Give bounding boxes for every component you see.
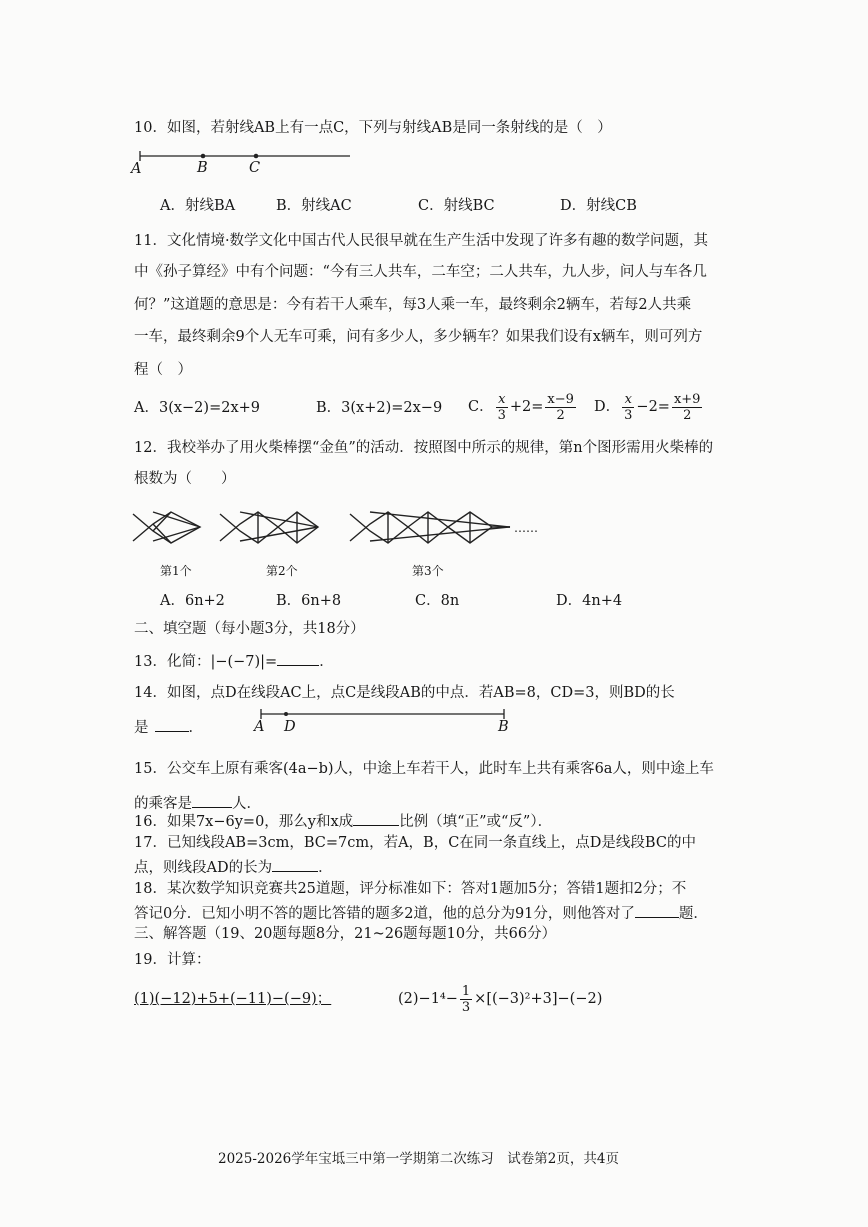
q11-line-1: 11．文化情境·数学文化中国古代人民很早就在生产生活中发现了许多有趣的数学问题，其 <box>134 233 709 249</box>
q14-label-a: A <box>254 719 265 735</box>
q11-option-b: B．3(x+2)=2x−9 <box>316 400 443 416</box>
q12-fig-label-2: 第2个 <box>266 564 298 578</box>
q10-option-b: B．射线AC <box>276 198 352 214</box>
q13-blank[interactable] <box>277 651 319 666</box>
q14-blank[interactable] <box>155 717 189 732</box>
q18-line-1: 18．某次数学知识竞赛共25道题，评分标准如下：答对1题加5分；答错1题扣2分；不 <box>134 881 687 897</box>
section-2-heading: 二、填空题（每小题3分，共18分） <box>134 621 365 637</box>
q11-line-5: 程（ ） <box>134 362 192 378</box>
q14-label-d: D <box>284 719 296 735</box>
q19-title: 19．计算： <box>134 952 211 968</box>
q15-line-2: 的乘客是 人． <box>134 793 261 813</box>
q12-ellipsis: …… <box>514 521 538 535</box>
q11-line-3: 何？”这道题的意思是：今有若干人乘车，每3人乘一车，最终剩余2辆车，若每2人共乘 <box>134 297 692 313</box>
q13: 13．化简：|−(−7)|= ． <box>134 651 334 671</box>
q10-option-c: C．射线BC <box>418 198 495 214</box>
q15-blank[interactable] <box>192 793 232 808</box>
q11-option-a: A．3(x−2)=2x+9 <box>134 400 260 416</box>
q10-label-c: C <box>249 160 261 176</box>
q10-stem: 10．如图，若射线AB上有一点C，下列与射线AB是同一条射线的是（ ） <box>134 120 612 136</box>
q17-line-2: 点，则线段AD的长为 ． <box>134 857 333 877</box>
q18-blank[interactable] <box>635 903 679 918</box>
q19-part-1: (1)(−12)+5+(−11)−(−9)； <box>134 991 332 1007</box>
q19-part-2: (2)−1⁴− $\frac{1}{3}$ ×[(−3)²+3]−(−2) <box>398 983 603 1015</box>
q14-line-1: 14．如图，点D在线段AC上，点C是线段AB的中点．若AB=8，CD=3，则BD的长 <box>134 685 675 701</box>
q12-option-c: C．8n <box>415 593 460 609</box>
q12-line-2: 根数为（ ） <box>134 471 236 487</box>
q12-option-a: A．6n+2 <box>160 593 225 609</box>
q11-line-2: 中《孙子算经》中有个问题：“今有三人共车，二车空；二人共车，九人步，问人与车各几 <box>134 264 707 280</box>
q16: 16．如果7x−6y=0，那么y和x成 比例（填“正”或“反”）． <box>134 811 552 831</box>
q12-option-b: B．6n+8 <box>276 593 342 609</box>
q18-line-2: 答记0分．已知小明不答的题比答错的题多2道，他的总分为91分，则他答对了 题． <box>134 903 708 923</box>
q11-option-c: C． $\frac{x}{3}$ +2= $\frac{x-9}{2}$ <box>468 391 574 423</box>
q15-line-1: 15．公交车上原有乘客(4a−b)人，中途上车若干人，此时车上共有乘客6a人，则中途上车 <box>134 761 714 777</box>
q17-blank[interactable] <box>272 857 318 872</box>
q11-option-d: D． $\frac{x}{3}$ −2= $\frac{x+9}{2}$ <box>594 391 701 423</box>
q12-line-1: 12．我校举办了用火柴棒摆“金鱼”的活动．按照图中所示的规律，第n个图形需用火柴棒的 <box>134 440 714 456</box>
q14-label-b: B <box>498 719 509 735</box>
q12-fig-label-1: 第1个 <box>160 564 192 578</box>
q16-blank[interactable] <box>353 811 399 826</box>
q10-label-b: B <box>197 160 208 176</box>
q10-option-a: A．射线BA <box>160 198 236 214</box>
page-footer: 2025-2026学年宝坻三中第一学期第二次练习 试卷第2页，共4页 <box>218 1151 619 1167</box>
q10-option-d: D．射线CB <box>560 198 637 214</box>
q12-fig-label-3: 第3个 <box>412 564 444 578</box>
section-3-heading: 三、解答题（19、20题每题8分，21~26题每题10分，共66分） <box>134 926 557 942</box>
q10-label-a: A <box>131 161 142 177</box>
q11-line-4: 一车，最终剩余9个人无车可乘，问有多少人，多少辆车？如果我们设有x辆车，则可列方 <box>134 329 703 345</box>
q12-option-d: D．4n+4 <box>556 593 623 609</box>
q14-line-2: 是 ． <box>134 717 203 737</box>
q17-line-1: 17．已知线段AB=3cm，BC=7cm，若A，B，C在同一条直线上，点D是线段BC的中 <box>134 835 696 851</box>
